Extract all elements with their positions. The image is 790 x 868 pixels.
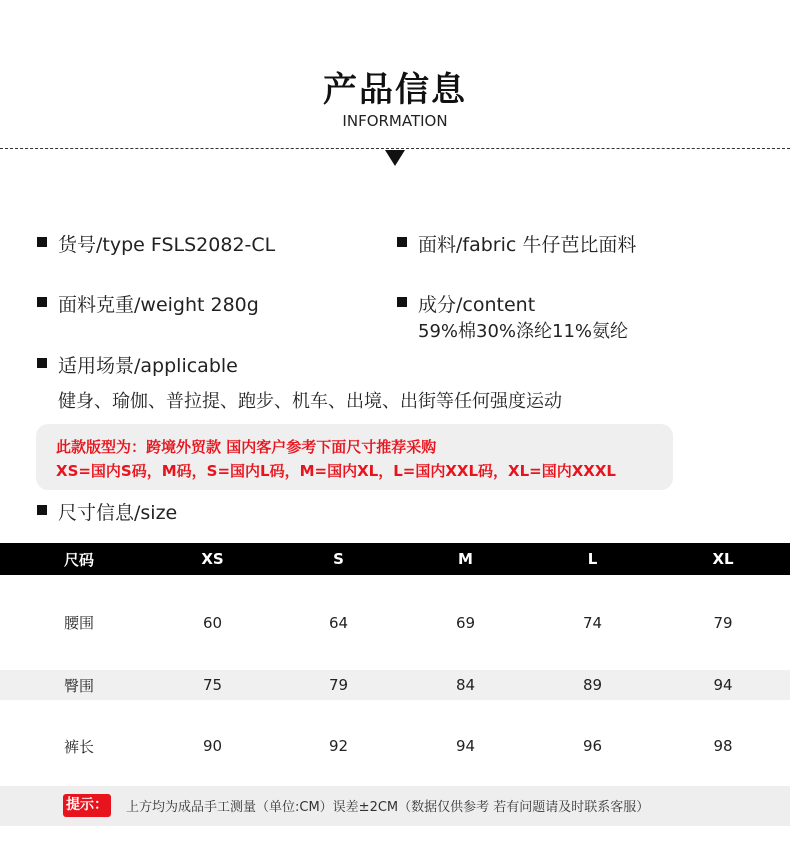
table-header-cell: XL <box>656 543 790 575</box>
square-bullet-icon <box>37 297 47 307</box>
table-row <box>0 670 790 700</box>
down-triangle-icon <box>385 150 405 166</box>
table-header-cell: L <box>529 543 656 575</box>
table-cell: 69 <box>402 575 529 670</box>
square-bullet-icon <box>37 237 47 247</box>
table-cell: 84 <box>402 670 529 700</box>
square-bullet-icon <box>397 297 407 307</box>
table-row <box>0 575 790 670</box>
info-weight: 面料克重/weight 280g <box>58 294 259 316</box>
table-header-cell: XS <box>150 543 275 575</box>
info-applicable-label: 适用场景/applicable <box>58 355 238 377</box>
square-bullet-icon <box>37 505 47 515</box>
size-table <box>0 543 790 792</box>
table-cell: 90 <box>150 700 275 792</box>
info-content-label: 成分/content <box>418 294 536 316</box>
table-cell: 89 <box>529 670 656 700</box>
info-type: 货号/type FSLS2082-CL <box>58 234 276 256</box>
info-content-value: 59%棉30%涤纶11%氨纶 <box>418 321 629 342</box>
table-cell: 92 <box>275 700 402 792</box>
table-header-cell: M <box>402 543 529 575</box>
table-header-cell: 尺码 <box>0 543 150 575</box>
table-header-cell: S <box>275 543 402 575</box>
page-subtitle: INFORMATION <box>342 112 448 130</box>
table-cell: 75 <box>150 670 275 700</box>
table-cell: 裤长 <box>0 700 150 792</box>
table-header-row <box>0 543 790 575</box>
table-cell: 60 <box>150 575 275 670</box>
table-cell: 98 <box>656 700 790 792</box>
tip-text: 上方均为成品手工测量（单位:CM）误差±2CM（数据仅供参考 若有问题请及时联系客服） <box>126 800 650 815</box>
notice-line-1: 此款版型为：跨境外贸款 国内客户参考下面尺寸推荐采购 <box>56 438 437 456</box>
dashed-divider <box>0 148 790 149</box>
table-cell: 94 <box>402 700 529 792</box>
table-cell: 腰围 <box>0 575 150 670</box>
table-cell: 96 <box>529 700 656 792</box>
table-cell: 74 <box>529 575 656 670</box>
table-cell: 臀围 <box>0 670 150 700</box>
table-cell: 94 <box>656 670 790 700</box>
info-size-label: 尺寸信息/size <box>58 502 178 524</box>
notice-line-2: XS=国内S码，M码，S=国内L码，M=国内XL，L=国内XXL码，XL=国内XXXL <box>56 462 616 480</box>
square-bullet-icon <box>37 358 47 368</box>
info-applicable-value: 健身、瑜伽、普拉提、跑步、机车、出境、出街等任何强度运动 <box>58 391 562 412</box>
table-row <box>0 700 790 792</box>
table-cell: 79 <box>275 670 402 700</box>
square-bullet-icon <box>397 237 407 247</box>
info-fabric: 面料/fabric 牛仔芭比面料 <box>418 234 637 256</box>
page-title: 产品信息 <box>323 70 467 110</box>
tip-badge: 提示： <box>63 794 111 817</box>
table-cell: 64 <box>275 575 402 670</box>
table-cell: 79 <box>656 575 790 670</box>
